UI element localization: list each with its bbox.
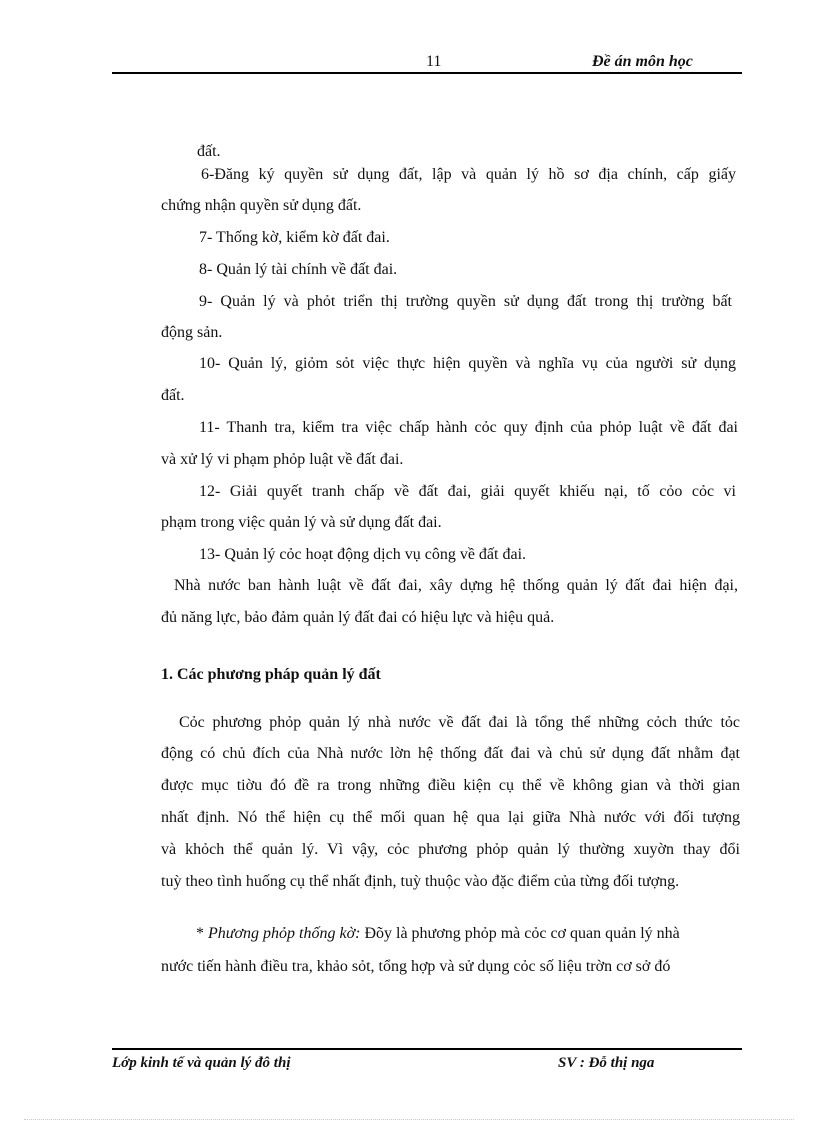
text-line: Nhà nước ban hành luật về đất đai, xây dựng hệ thống quản lý đất đai hiện đại, [174, 577, 738, 594]
text-line: tuỳ theo tình huống cụ thể nhất định, tuỳ thuộc vào đặc điểm của từng đối tượng. [161, 873, 680, 890]
stat-method-title: Phương phỏp thống kờ: [208, 925, 361, 942]
header-title: Đề án môn học [592, 53, 693, 70]
text-line: và xử lý vi phạm phỏp luật về đất đai. [161, 451, 404, 468]
section-heading: 1. Các phương pháp quản lý đất [161, 666, 381, 683]
header-rule [112, 72, 742, 74]
footer-class: Lớp kinh tế và quản lý đô thị [112, 1055, 291, 1071]
text-line: được mục tiờu đó đề ra trong những điều kiện cụ thể về không gian và thời gian [161, 777, 740, 794]
text-line: phạm trong việc quản lý và sử dụng đất đai. [161, 514, 442, 531]
text-line: động có chủ đích của Nhà nước lờn hệ thống đất đai và chủ sử dụng đất nhằm đạt [161, 745, 740, 762]
stat-method-line [196, 924, 680, 944]
text-line: 6-Đăng ký quyền sử dụng đất, lập và quản lý hồ sơ địa chính, cấp giấy [201, 166, 736, 183]
text-line: 10- Quản lý, giỏm sỏt việc thực hiện quyền và nghĩa vụ của người sử dụng [199, 355, 736, 372]
text-line: 11- Thanh tra, kiểm tra việc chấp hành cỏc quy định của phỏp luật về đất đai [199, 419, 738, 436]
page-number: 11 [426, 53, 442, 70]
text-line: 13- Quản lý cỏc hoạt động dịch vụ công về đất đai. [199, 546, 527, 563]
text-line: đủ năng lực, bảo đảm quản lý đất đai có hiệu lực và hiệu quả. [161, 609, 555, 626]
page-edge-divider [24, 1119, 794, 1120]
text-line: đất. [197, 143, 221, 160]
stat-method-text: Đõy là phương phỏp mà cỏc cơ quan quản lý nhà [360, 925, 680, 942]
text-line: đất. [161, 387, 185, 404]
text-line: chứng nhận quyền sử dụng đất. [161, 197, 362, 214]
text-line: và khỏch thể quản lý. Vì vậy, cỏc phương phỏp quản lý thường xuyờn thay đổi [161, 841, 740, 858]
text-line: 9- Quản lý và phỏt triển thị trường quyền sử dụng đất trong thị trường bất [199, 293, 732, 310]
footer-student: SV : Đỗ thị nga [558, 1055, 655, 1071]
text-line: động sản. [161, 324, 223, 341]
text-line: 12- Giải quyết tranh chấp về đất đai, giải quyết khiếu nại, tố cỏo cỏc vi [199, 483, 736, 500]
footer-rule [112, 1048, 742, 1050]
text-line: nhất định. Nó thể hiện cụ thể mối quan hệ qua lại giữa Nhà nước với đối tượng [161, 809, 740, 826]
text-line: nước tiến hành điều tra, khảo sỏt, tổng hợp và sử dụng cỏc số liệu trờn cơ sở đó [161, 958, 671, 975]
text-line: 8- Quản lý tài chính về đất đai. [199, 261, 398, 278]
text-line: 7- Thống kờ, kiểm kờ đất đai. [199, 229, 390, 246]
bullet-marker: * [196, 925, 208, 942]
text-line: Cỏc phương phỏp quản lý nhà nước về đất đai là tổng thể những cỏch thức tỏc [179, 714, 740, 731]
